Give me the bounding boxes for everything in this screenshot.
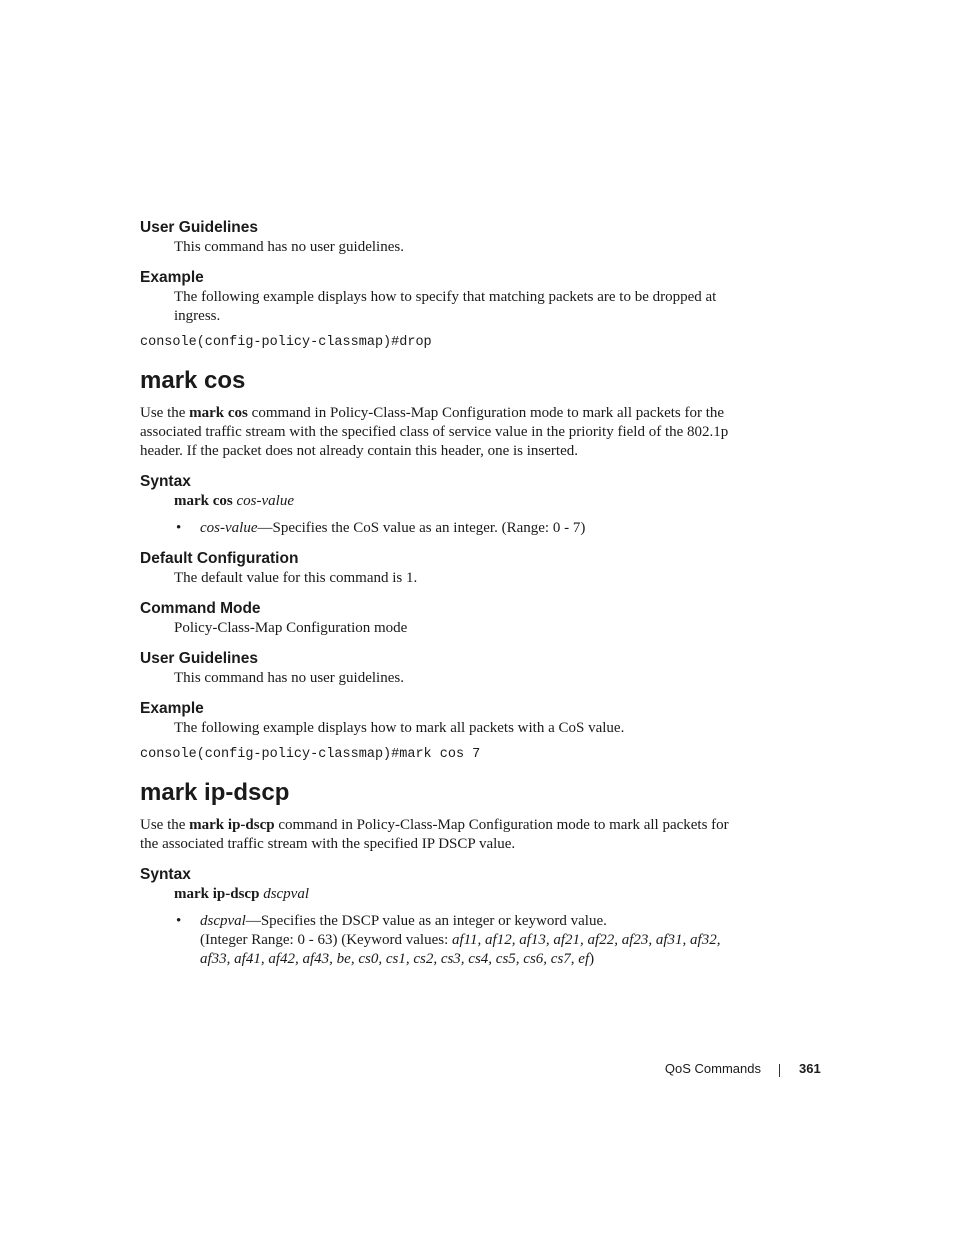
user-guidelines-heading: User Guidelines: [140, 219, 259, 236]
default-config-text: The default value for this command is 1.: [174, 570, 418, 586]
param-bullet: • cos-value—Specifies the CoS value as an integer. (Range: 0 - 7): [176, 520, 586, 536]
example-text-line1: The following example displays how to specify that matching packets are to be dropped at: [174, 289, 717, 305]
mark-ip-dscp-intro-line2: the associated traffic stream with the specified IP DSCP value.: [140, 836, 516, 852]
syntax-heading: Syntax: [140, 866, 191, 883]
example-code: console(config-policy-classmap)#mark cos 7: [140, 747, 481, 762]
example-code: console(config-policy-classmap)#drop: [140, 335, 432, 350]
user-guidelines-heading: User Guidelines: [140, 650, 259, 667]
page-content: [140, 218, 760, 969]
bullet-icon: •: [176, 913, 182, 929]
footer-section-name: QoS Commands: [664, 1061, 761, 1076]
syntax-heading: Syntax: [140, 473, 191, 490]
example-heading: Example: [140, 269, 204, 286]
bullet-icon: •: [176, 520, 182, 536]
mark-cos-intro-line3: header. If the packet does not already contain this header, one is inserted.: [140, 443, 578, 459]
syntax-line: mark ip-dscp dscpval: [174, 886, 310, 902]
footer-separator: [779, 1064, 780, 1077]
command-mode-heading: Command Mode: [140, 600, 261, 617]
example-text-line2: ingress.: [174, 308, 221, 324]
param-bullet: • dscpval—Specifies the DSCP value as an integer or keyword value. (Integer Range: 0 - 63) (Keyword values: af11, af12, af13, af21, af22, af23, af31, af32, af33, af41, af42, af43, be, cs0, cs1, cs2, cs3, cs4, cs5, cs6, cs7, ef): [176, 913, 721, 967]
example-heading: Example: [140, 700, 204, 717]
default-config-heading: Default Configuration: [140, 550, 299, 567]
section-title-mark-cos: mark cos: [140, 367, 246, 394]
mark-cos-intro: Use the mark cos command in Policy-Class-Map Configuration mode to mark all packets for the: [140, 405, 725, 421]
mark-ip-dscp-intro: Use the mark ip-dscp command in Policy-Class-Map Configuration mode to mark all packets for: [140, 817, 729, 833]
section-title-mark-ip-dscp: mark ip-dscp: [140, 779, 290, 806]
example-text: The following example displays how to mark all packets with a CoS value.: [174, 720, 625, 736]
page-number: 361: [799, 1061, 821, 1076]
user-guidelines-text: This command has no user guidelines.: [174, 670, 404, 686]
mark-cos-intro-line2: associated traffic stream with the specified class of service value in the priority field of the 802.1p: [140, 424, 729, 440]
user-guidelines-text: This command has no user guidelines.: [174, 239, 404, 255]
page-footer: [0, 1061, 954, 1081]
command-mode-text: Policy-Class-Map Configuration mode: [174, 620, 408, 636]
syntax-line: mark cos cos-value: [174, 493, 294, 509]
